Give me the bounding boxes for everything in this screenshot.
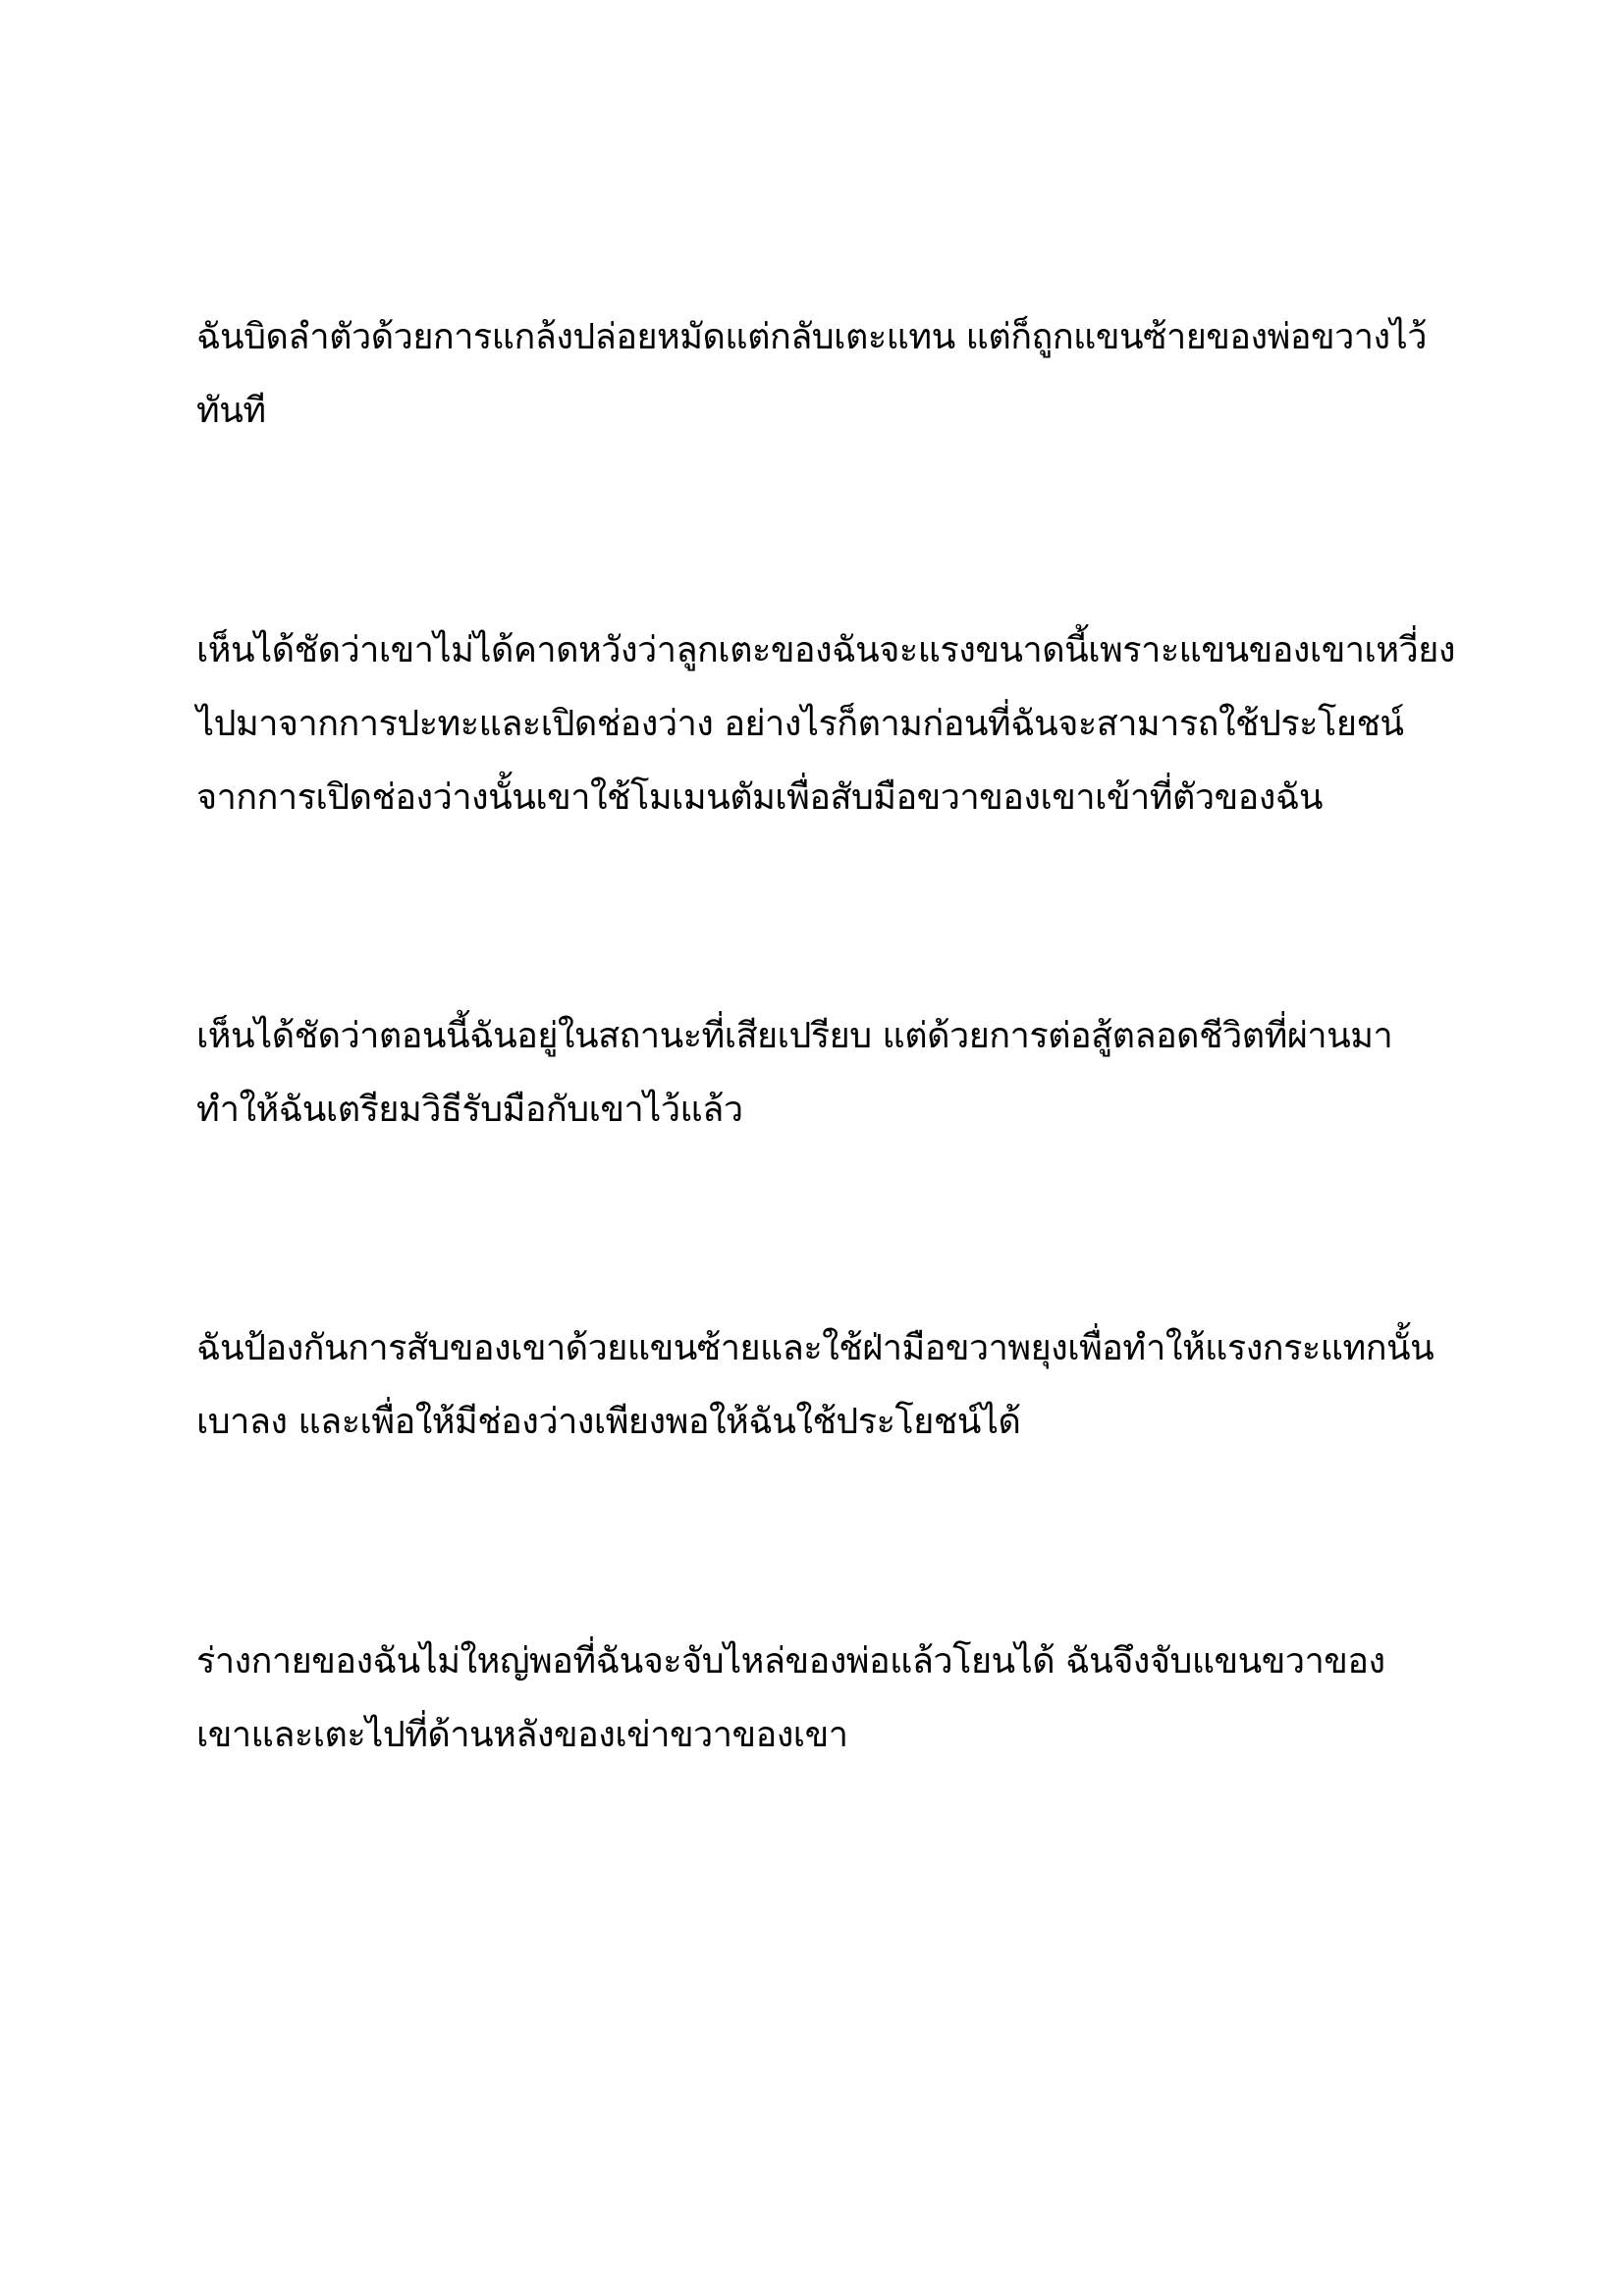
- paragraph-4: [196, 1311, 1434, 1459]
- paragraph-line: ฉันป้องกันการสับของเขาด้วยแขนซ้ายและใช้ฝ่ามือขวาพยุงเพื่อทำให้แรงกระแทกนั้น: [196, 1328, 1435, 1368]
- paragraph-line: ทำให้ฉันเตรียมวิธีรับมือกับเขาไว้แล้ว: [196, 1090, 743, 1130]
- paragraph-line: เบาลง และเพื่อให้มีช่องว่างเพียงพอให้ฉันใช้ประโยชน์ได้: [196, 1402, 1021, 1442]
- paragraph-line: ไปมาจากการปะทะและเปิดช่องว่าง อย่างไรก็ตามก่อนที่ฉันจะสามารถใช้ประโยชน์: [196, 704, 1404, 744]
- paragraph-3: [196, 999, 1434, 1147]
- paragraph-1: [196, 300, 1434, 448]
- paragraph-line: ฉันบิดลำตัวด้วยการแกล้งปล่อยหมัดแต่กลับเตะแทน แต่ก็ถูกแขนซ้ายของพ่อขวางไว้: [196, 317, 1427, 357]
- paragraph-2: [196, 614, 1455, 834]
- paragraph-line: เขาและเตะไปที่ด้านหลังของเข่าขวาของเขา: [196, 1715, 848, 1755]
- paragraph-line: ทันที: [196, 391, 266, 431]
- paragraph-line: ร่างกายของฉันไม่ใหญ่พอที่ฉันจะจับไหล่ของพ่อแล้วโยนได้ ฉันจึงจับแขนขวาของ: [196, 1641, 1385, 1682]
- paragraph-line: เห็นได้ชัดว่าตอนนี้ฉันอยู่ในสถานะที่เสียเปรียบ แต่ด้วยการต่อสู้ตลอดชีวิตที่ผ่านมา: [196, 1016, 1393, 1056]
- paragraph-line: เห็นได้ชัดว่าเขาไม่ได้คาดหวังว่าลูกเตะของฉันจะแรงขนาดนี้เพราะแขนของเขาเหวี่ยง: [196, 630, 1455, 670]
- paragraph-line: จากการเปิดช่องว่างนั้นเขาใช้โมเมนตัมเพื่อสับมือขวาของเขาเข้าที่ตัวของฉัน: [196, 777, 1324, 818]
- paragraph-5: [196, 1625, 1434, 1772]
